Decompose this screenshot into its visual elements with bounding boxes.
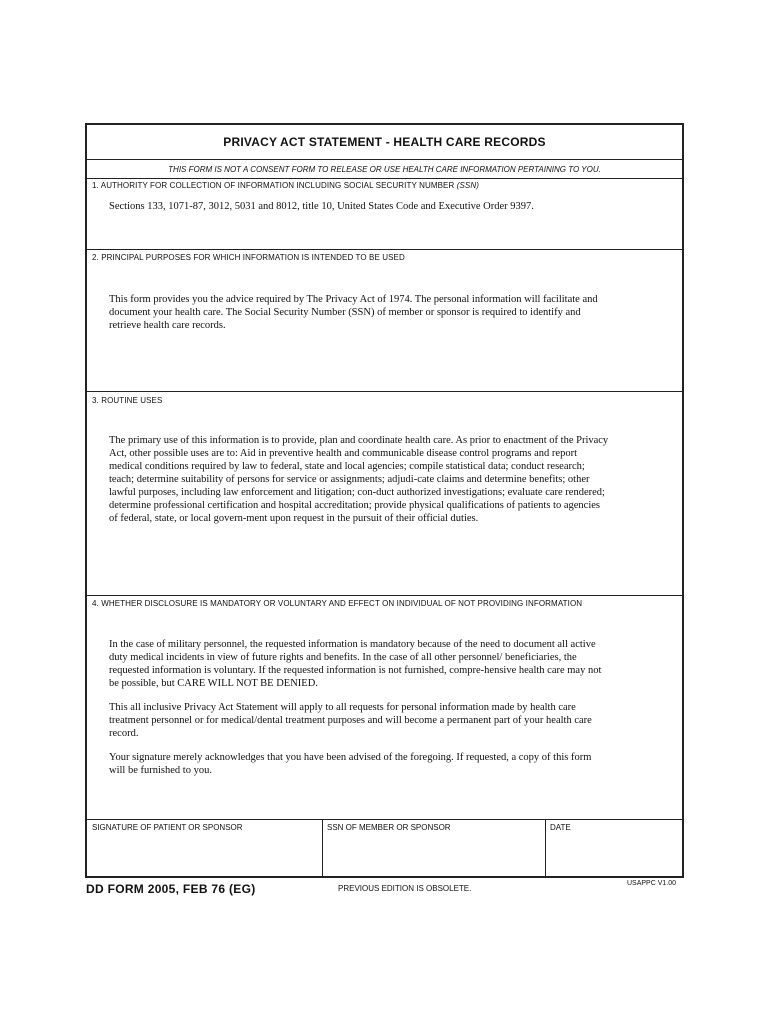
signature-label: SIGNATURE OF PATIENT OR SPONSOR: [92, 823, 243, 832]
form-number: DD FORM 2005, FEB 76 (EG): [86, 882, 256, 896]
divider: [87, 819, 682, 820]
section-4-paragraph: This all inclusive Privacy Act Statement will apply to all requests for personal information made by health care treatment personnel or for medical/dental treatment purposes and will become a permanent part of your health care record.: [109, 702, 592, 739]
section-3-paragraph: The primary use of this information is to provide, plan and coordinate health care. As prior to enactment of the Privacy Act, other possible uses are to: Aid in preventive health and communicable disease control programs and report medical conditions required by law to federal, state and local agencies; compile statistical data; conduct research; teach; determine suitability of persons for service or assignments; adjudi-cate claims and determine benefits; other lawful purposes, including law enforcement and litigation; con-duct authorized investigations; evaluate care rendered; determine professional certification and hospital accreditation; provide physical qualifications of patients to agencies of federal, state, or local govern-ment upon request in the pursuit of their official duties.: [109, 435, 609, 524]
divider: [87, 159, 682, 160]
section-2-body: [109, 293, 609, 343]
consent-notice: THIS FORM IS NOT A CONSENT FORM TO RELEASE OR USE HEALTH CARE INFORMATION PERTAINING TO YOU.: [168, 165, 601, 174]
previous-edition-notice: PREVIOUS EDITION IS OBSOLETE.: [338, 884, 472, 893]
divider: [87, 249, 682, 250]
section-1-heading-text: 1. AUTHORITY FOR COLLECTION OF INFORMATION INCLUDING SOCIAL SECURITY NUMBER: [92, 181, 455, 190]
section-4-paragraph: In the case of military personnel, the requested information is mandatory because of the need to document all active duty medical incidents in view of future rights and benefits. In the case of all other personnel/ beneficiaries, the requested information is voluntary. If the requested information is not furnished, compre-hensive health care may not be possible, but CARE WILL NOT BE DENIED.: [109, 639, 602, 689]
section-3-body: [109, 434, 609, 536]
version-label: USAPPC V1.00: [627, 880, 677, 887]
section-4-body: [109, 638, 609, 788]
divider: [87, 595, 682, 596]
section-1-heading-suffix: (SSN): [456, 181, 479, 190]
section-4-paragraph: Your signature merely acknowledges that you have been advised of the foregoing. If requested, a copy of this form will be furnished to you.: [109, 752, 592, 776]
section-2-paragraph: This form provides you the advice required by The Privacy Act of 1974. The personal information will facilitate and document your health care. The Social Security Number (SSN) of member or sponsor is required to identify and retrieve health care records.: [109, 294, 598, 331]
column-divider: [322, 819, 323, 876]
section-1-body: [109, 200, 609, 224]
section-1-paragraph: Sections 133, 1071-87, 3012, 5031 and 8012, title 10, United States Code and Executive Order 9397.: [109, 201, 534, 212]
section-4-heading: 4. WHETHER DISCLOSURE IS MANDATORY OR VOLUNTARY AND EFFECT ON INDIVIDUAL OF NOT PROVIDING INFORMATION: [92, 599, 583, 608]
form-title: PRIVACY ACT STATEMENT - HEALTH CARE RECORDS: [223, 135, 546, 149]
section-1-heading: [92, 181, 479, 190]
divider: [87, 178, 682, 179]
ssn-label: SSN OF MEMBER OR SPONSOR: [327, 823, 451, 832]
column-divider: [545, 819, 546, 876]
divider: [87, 391, 682, 392]
date-label: DATE: [550, 823, 571, 832]
section-2-heading: 2. PRINCIPAL PURPOSES FOR WHICH INFORMATION IS INTENDED TO BE USED: [92, 253, 405, 262]
section-3-heading: 3. ROUTINE USES: [92, 396, 163, 405]
privacy-act-form: [85, 123, 684, 878]
